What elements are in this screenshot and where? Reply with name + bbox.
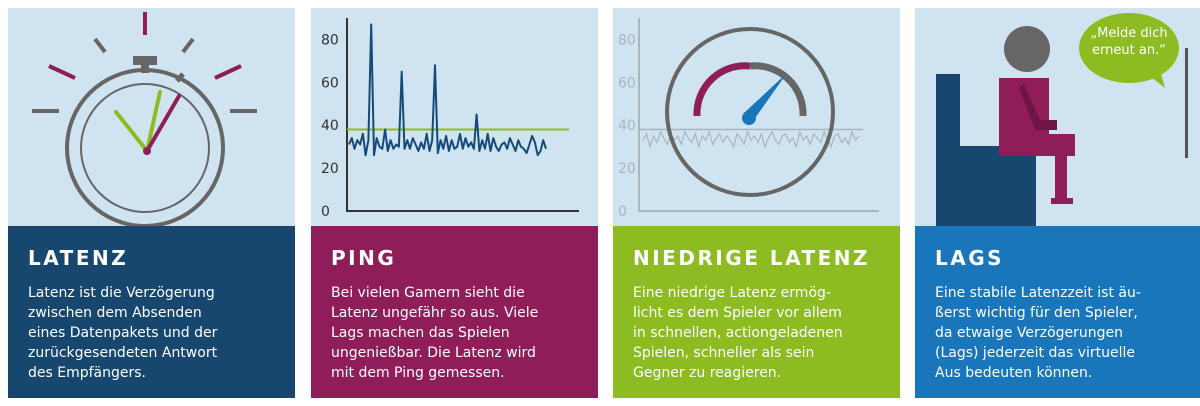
card-lags (915, 8, 1200, 398)
illustration-ping (311, 8, 598, 226)
gauge-arc-low (697, 66, 750, 116)
card-title: PING (331, 246, 397, 270)
illustration-lags (915, 8, 1200, 226)
card-title: LAGS (935, 246, 1005, 270)
panel-lags (915, 226, 1200, 398)
card-ping (311, 8, 598, 398)
stopwatch-icon (8, 8, 295, 226)
y-tick-label: 40 (321, 118, 339, 135)
y-tick-label: 0 (618, 204, 627, 220)
player-foot (1051, 198, 1073, 204)
panel-ping (311, 226, 598, 398)
ping-series-line (349, 24, 546, 155)
gauge-hub (742, 111, 756, 125)
chair-seat (936, 146, 1036, 226)
y-tick-label: 0 (321, 204, 330, 220)
card-text: Latenz ist die Verzögerung zwischen dem Absenden eines Datenpakets und der zurückgesendeten Antwort des Empfängers. (28, 285, 218, 381)
y-tick-label: 60 (321, 75, 339, 92)
card-title: LATENZ (28, 246, 129, 270)
card-title: NIEDRIGE LATENZ (633, 246, 871, 270)
card-latenz (8, 8, 295, 398)
latency-chart (311, 8, 598, 226)
y-tick-label: 20 (321, 161, 339, 178)
y-tick-label: 80 (618, 32, 636, 49)
card-niedrige-latenz (613, 8, 900, 398)
illustration-latenz (8, 8, 295, 226)
card-text: Eine niedrige Latenz ermög- licht es dem Spieler vor allem in schnellen, actiongeladenen Spielen, schneller als sein Gegner zu reagieren. (633, 285, 843, 381)
y-tick-label: 40 (618, 118, 636, 135)
panel-latenz (8, 226, 295, 398)
illustration-niedrige-latenz (613, 8, 900, 226)
y-tick-label: 80 (321, 32, 339, 49)
speech-bubble-text: „Melde dich erneut an.“ (1090, 26, 1168, 58)
y-tick-label: 20 (618, 161, 636, 178)
player-head (1004, 26, 1050, 72)
y-tick-label: 60 (618, 75, 636, 92)
panel-niedrige-latenz (613, 226, 900, 398)
card-text: Eine stabile Latenzzeit ist äu- ßerst wichtig für den Spieler, da etwaige Verzögerungen (Lags) jederzeit das virtuelle Aus bedeuten können. (935, 285, 1141, 381)
speedometer-icon (613, 8, 900, 226)
card-text: Bei vielen Gamern sieht die Latenz ungefähr so aus. Viele Lags machen das Spielen ungenießbar. Die Latenz wird mit dem Ping gemessen. (331, 285, 539, 381)
